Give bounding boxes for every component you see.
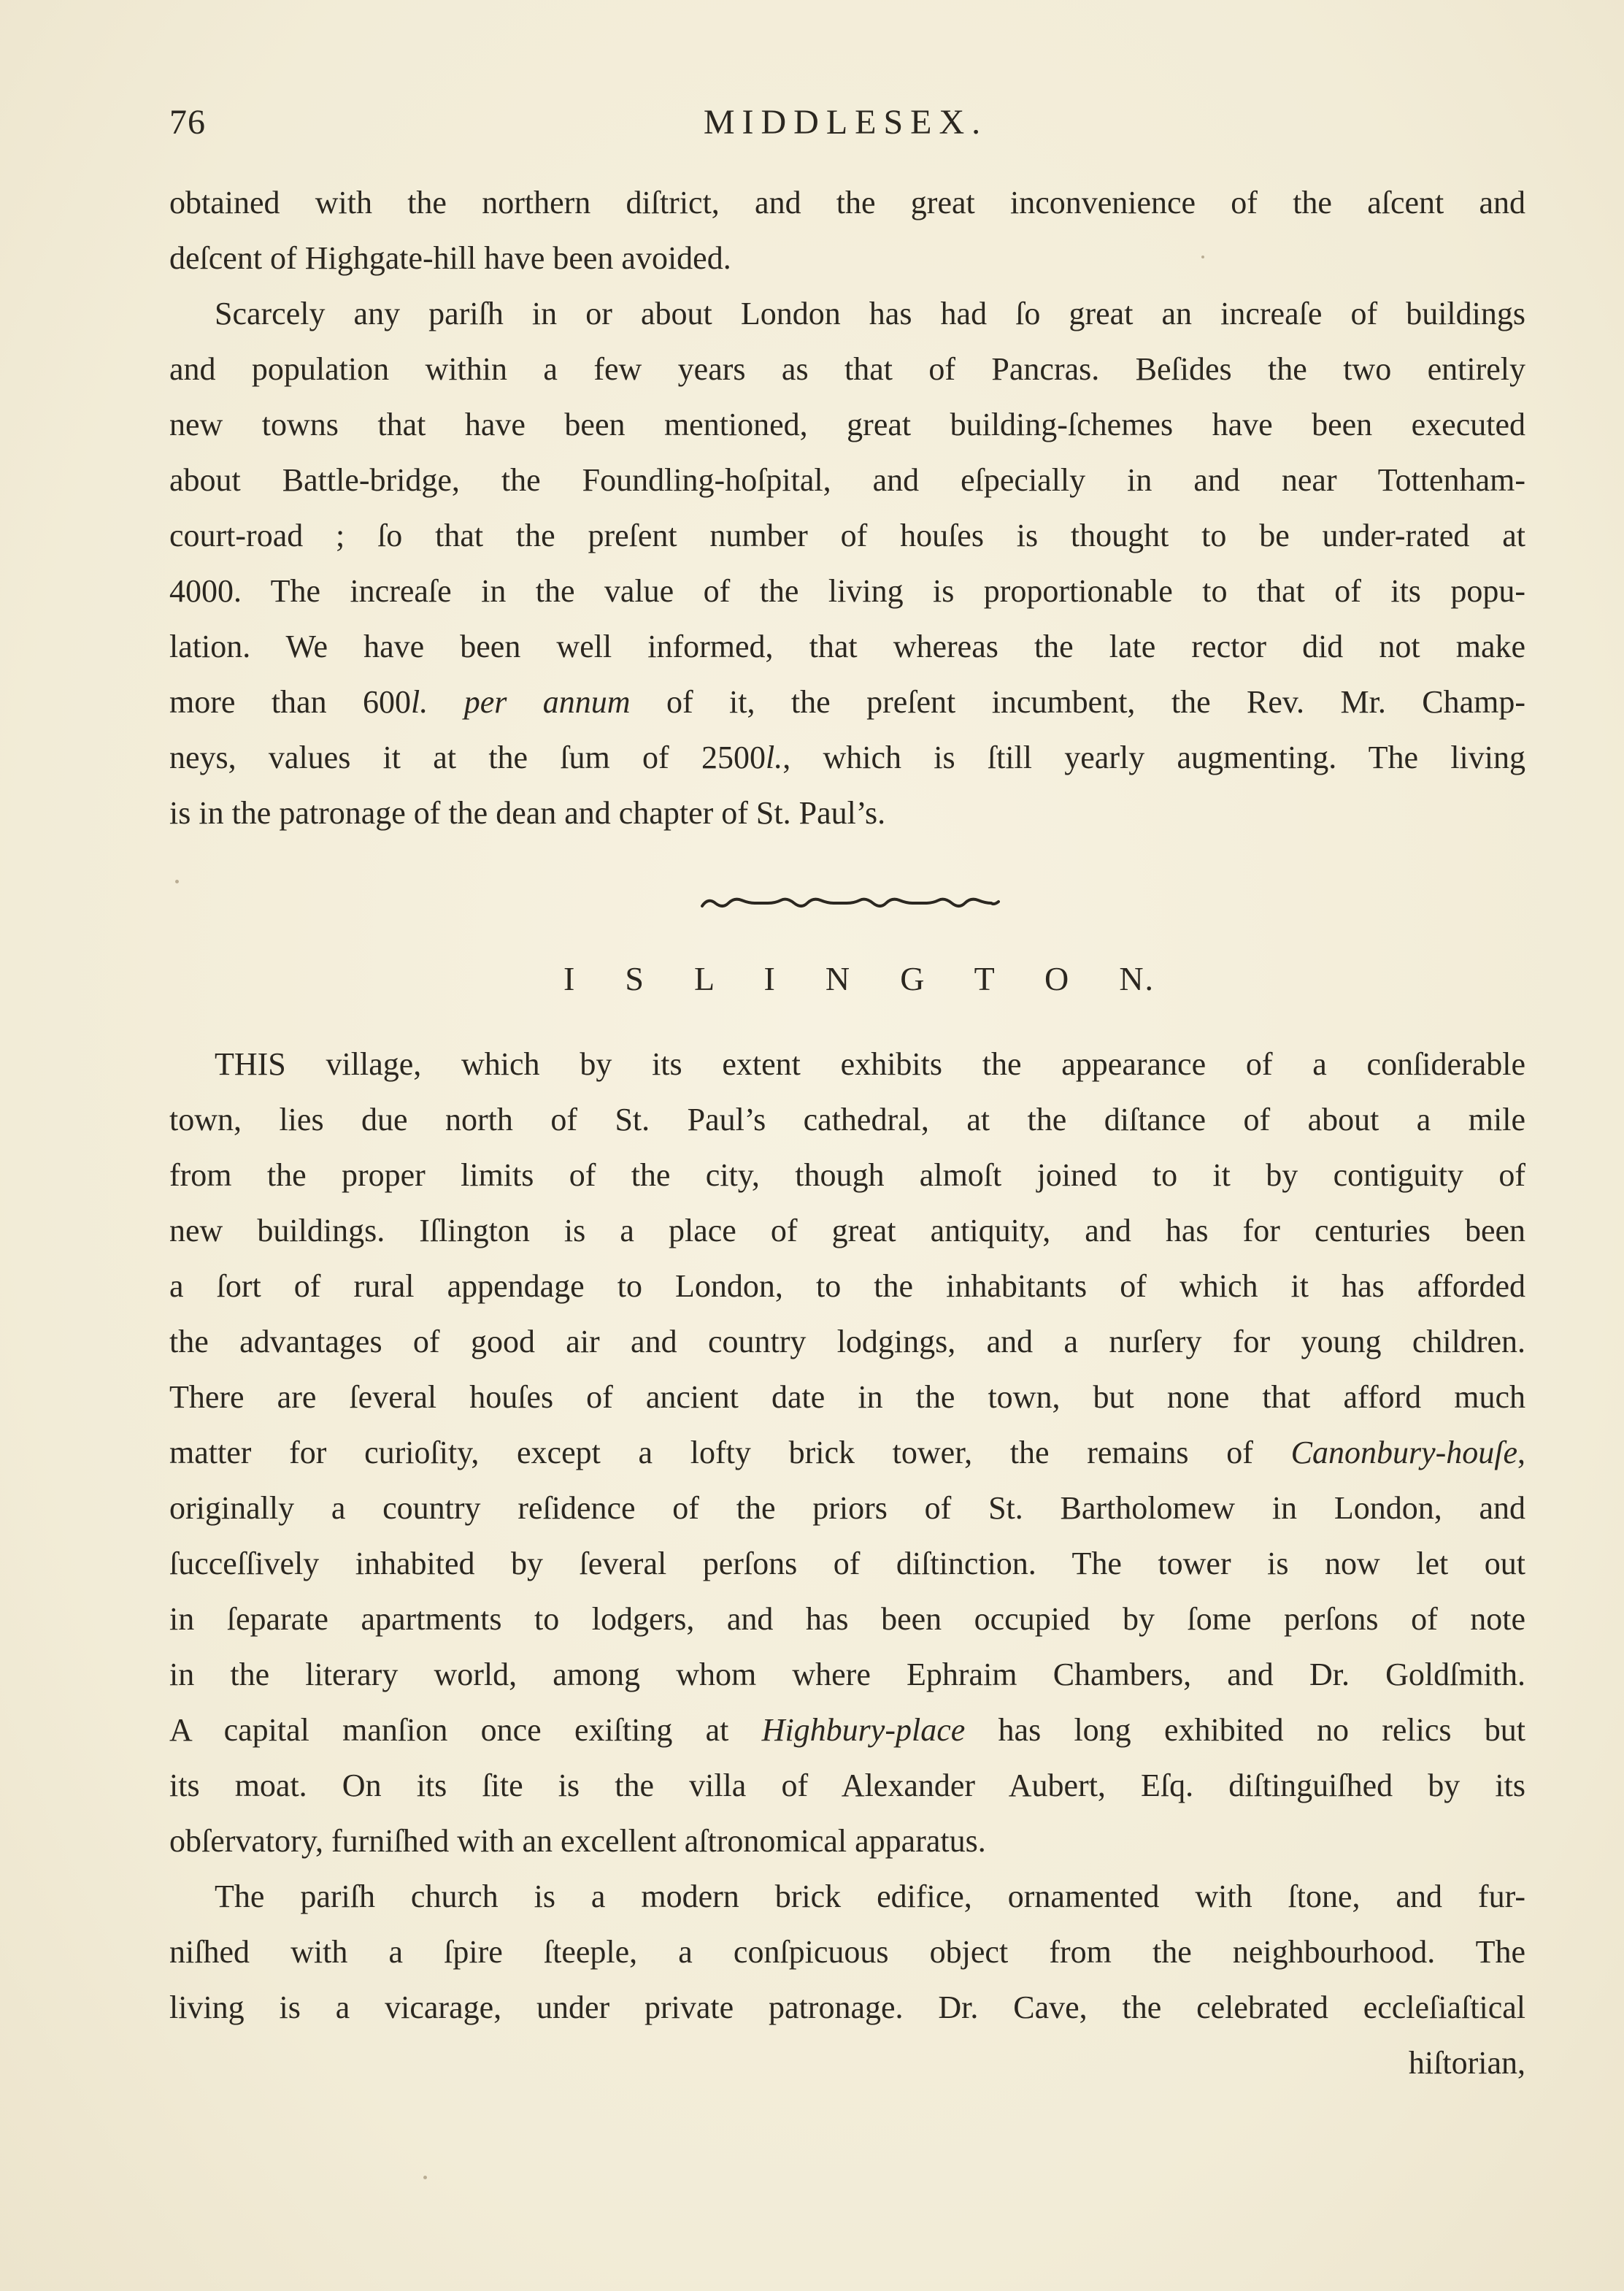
text-line: originally a country reſidence of the priors of St. Bartholomew in London, and (169, 1490, 1525, 1526)
paragraph-first-line: The pariſh church is a modern brick edifice, ornamented with ſtone, and fur- (215, 1879, 1525, 1914)
text-line: 4000. The increaſe in the value of the living is proportionable to that of its popu- (169, 573, 1525, 609)
text-run: of it, the preſent incumbent, the Rev. Mr. Champ- (630, 684, 1525, 720)
text-line-with-italic (169, 1703, 1525, 1758)
text-line: the advantages of good air and country lodgings, and a nurſery for young children. (169, 1324, 1525, 1359)
title-letter: S (625, 960, 645, 997)
text-run: , which is ſtill yearly augmenting. The living (782, 740, 1525, 775)
text-line: niſhed with a ſpire ſteeple, a conſpicuous object from the neighbourhood. The (169, 1934, 1525, 1970)
text-line: obtained with the northern diſtrict, and the great inconvenience of the aſcent and (169, 185, 1525, 220)
text-line: is in the patronage of the dean and chapter of St. Paul’s. (169, 795, 886, 831)
pounds-abbrev: l. (411, 684, 428, 720)
text-line: There are ſeveral houſes of ancient date in the town, but none that afford much (169, 1379, 1525, 1415)
title-letter: I (763, 960, 777, 997)
text-run: , (1517, 1435, 1525, 1470)
title-letter: T (974, 960, 996, 997)
title-letter: O (1044, 960, 1071, 997)
text-line: a ſort of rural appendage to London, to the inhabitants of which it has afforded (169, 1268, 1525, 1304)
text-line: and population within a few years as that of Pancras. Beſides the two entirely (169, 351, 1525, 387)
paper-speck (423, 2176, 427, 2179)
pounds-abbrev: l. (765, 740, 783, 775)
text-line: living is a vicarage, under private patronage. Dr. Cave, the celebrated eccleſiaſtical (169, 1989, 1525, 2025)
paragraph-first-line: Scarcely any pariſh in or about London has had ſo great an increaſe of buildings (215, 296, 1525, 331)
catchword: hiſtorian, (1408, 2045, 1525, 2081)
text-run: more than 600 (169, 684, 412, 720)
text-line: new towns that have been mentioned, great building-ſchemes have been executed (169, 407, 1525, 442)
text-line: deſcent of Highgate-hill have been avoided. (169, 240, 731, 276)
text-line-with-italic (169, 675, 1525, 730)
text-run: neys, values it at the ſum of 2500 (169, 740, 766, 775)
text-line: about Battle-bridge, the Foundling-hoſpital, and eſpecially in and near Tottenham- (169, 462, 1525, 498)
title-letter: G (900, 960, 926, 997)
text-line: from the proper limits of the city, though almoſt joined to it by contiguity of (169, 1157, 1525, 1193)
islington-section (169, 1037, 1525, 2091)
text-line: its moat. On its ſite is the villa of Alexander Aubert, Eſq. diſtinguiſhed by its (169, 1768, 1525, 1803)
running-title: MIDDLESEX. (703, 103, 988, 142)
text-line: obſervatory, furniſhed with an excellent aſtronomical apparatus. (169, 1823, 986, 1859)
text-line: new buildings. Iſlington is a place of great antiquity, and has for centuries been (169, 1213, 1525, 1248)
page-header (169, 102, 1522, 153)
ornamental-rule (701, 894, 1000, 913)
text-run: matter for curioſity, except a lofty brick tower, the remains of (169, 1435, 1291, 1470)
title-letter: I (563, 960, 577, 997)
title-letter: N. (1119, 960, 1155, 997)
text-run: has long exhibited no relics but (965, 1712, 1525, 1748)
text-run (428, 684, 463, 720)
title-letter: N (825, 960, 852, 997)
text-line-with-italic (169, 730, 1525, 786)
italic-phrase: per annum (463, 684, 631, 720)
paper-speck (1201, 256, 1204, 258)
section-title-islington (563, 953, 1155, 1005)
text-run: A capital manſion once exiſting at (169, 1712, 762, 1748)
title-letter: L (694, 960, 715, 997)
text-line-with-italic (169, 1425, 1525, 1481)
text-line: court-road ; ſo that the preſent number of houſes is thought to be under-rated at (169, 518, 1525, 553)
text-line: in ſeparate apartments to lodgers, and has been occupied by ſome perſons of note (169, 1601, 1525, 1637)
pancras-section (169, 175, 1525, 841)
text-line: town, lies due north of St. Paul’s cathedral, at the diſtance of about a mile (169, 1102, 1525, 1137)
text-line: ſucceſſively inhabited by ſeveral perſons of diſtinction. The tower is now let out (169, 1546, 1525, 1581)
paper-speck (175, 880, 179, 883)
italic-place-name: Canonbury-houſe (1290, 1435, 1517, 1470)
italic-place-name: Highbury-place (761, 1712, 966, 1748)
page-number: 76 (169, 103, 206, 142)
text-line: lation. We have been well informed, that whereas the late rector did not make (169, 629, 1525, 664)
paragraph-first-line: THIS village, which by its extent exhibits the appearance of a conſiderable (215, 1046, 1525, 1082)
text-line: in the literary world, among whom where Ephraim Chambers, and Dr. Goldſmith. (169, 1657, 1525, 1692)
